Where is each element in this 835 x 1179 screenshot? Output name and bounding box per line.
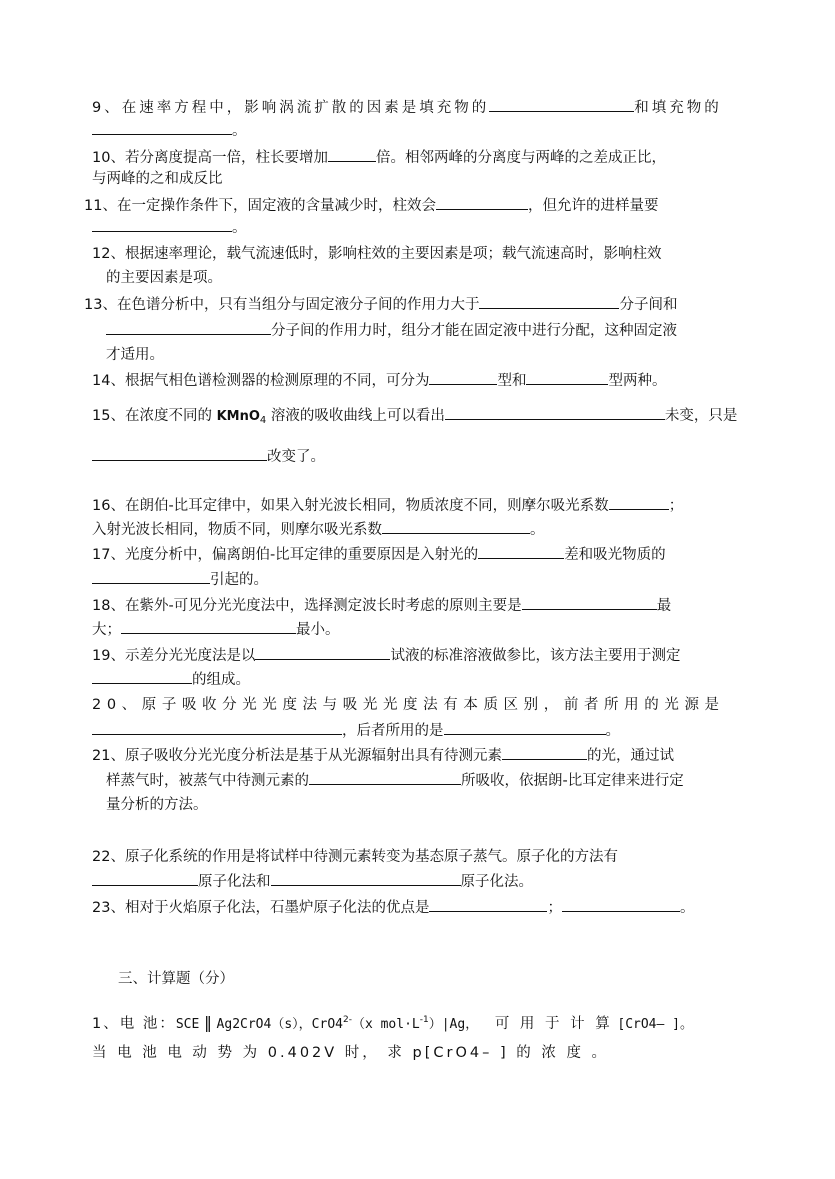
answer-blank[interactable] bbox=[479, 294, 619, 309]
answer-blank[interactable] bbox=[92, 217, 232, 232]
question-16-line-1: 16、在朗伯-比耳定律中，如果入射光波长相同，物质浓度不同，则摩尔吸光系数 ； bbox=[92, 495, 683, 516]
answer-blank[interactable] bbox=[526, 370, 608, 385]
question-10-line-2: 与两峰的之和成反比 bbox=[92, 171, 223, 187]
calculation-1-line-2: 当 电 池 电 动 势 为 0.402V 时， 求 p[CrO4– ] 的 浓 度 。 bbox=[92, 1045, 610, 1061]
question-12-line-1: 12、根据速率理论，载气流速低时，影响柱效的主要因素是项；载气流速高时，影响柱效 bbox=[92, 246, 662, 262]
answer-blank[interactable] bbox=[489, 97, 634, 112]
question-19-line-2: 的组成。 bbox=[92, 669, 250, 690]
answer-blank[interactable] bbox=[92, 871, 198, 886]
answer-blank[interactable] bbox=[436, 195, 528, 210]
question-12-line-2: 的主要因素是项。 bbox=[106, 270, 222, 286]
answer-blank[interactable] bbox=[444, 720, 606, 735]
question-10-line-1: 10、若分离度提高一倍，柱长要增加 倍。相邻两峰的分离度与两峰的之差成正比， bbox=[92, 147, 666, 168]
question-13-line-2: 分子间的作用力时，组分才能在固定液中进行分配，这种固定液 bbox=[106, 320, 677, 341]
answer-blank[interactable] bbox=[92, 569, 210, 584]
answer-blank[interactable] bbox=[271, 871, 461, 886]
question-21-line-1: 21、原子吸收分光光度分析法是基于从光源辐射出具有待测元素 的光，通过试 bbox=[92, 745, 674, 766]
answer-blank[interactable] bbox=[382, 519, 530, 534]
section-heading: 三、计算题（分） bbox=[118, 971, 234, 987]
question-22-line-2: 原子化法和 原子化法。 bbox=[92, 871, 533, 892]
question-11-line-2: 。 bbox=[92, 217, 247, 238]
question-16-line-2: 入射光波长相同，物质不同，则摩尔吸光系数 。 bbox=[92, 519, 545, 540]
question-18-line-1: 18、在紫外-可见分光光度法中，选择测定波长时考虑的原则主要是 最 bbox=[92, 595, 671, 616]
question-21-line-3: 量分析的方法。 bbox=[106, 797, 208, 813]
question-21-line-2: 样蒸气时，被蒸气中待测元素的 所吸收，依据朗-比耳定律来进行定 bbox=[106, 770, 684, 791]
answer-blank[interactable] bbox=[429, 370, 497, 385]
calculation-1-line-1: 1、电 池：SCE ‖ Ag2CrO4（s），$CrO4^{2-}(x$ $mol\cdot L^{-1})|Ag$， 可 用 于 计 算 [CrO4– ]。 bbox=[92, 1013, 693, 1032]
question-11-line-1: 11、在一定操作条件下，固定液的含量减少时，柱效会 ，但允许的进样量要 bbox=[84, 195, 658, 216]
question-13-line-1: 13、在色谱分析中，只有当组分与固定液分子间的作用力大于 分子间和 bbox=[84, 294, 677, 315]
question-14-line-1: 14、根据气相色谱检测器的检测原理的不同，可分为 型和 型两种。 bbox=[92, 370, 666, 391]
answer-blank[interactable] bbox=[92, 669, 192, 684]
question-15-line-2: 改变了。 bbox=[92, 446, 325, 467]
answer-blank[interactable] bbox=[121, 619, 296, 634]
question-9-line-2: 。 bbox=[92, 120, 247, 141]
question-13-line-3: 才适用。 bbox=[106, 347, 164, 363]
question-20-line-2: ，后者所用的是 。 bbox=[92, 720, 620, 741]
question-17-line-1: 17、光度分析中，偏离朗伯-比耳定律的重要原因是入射光的 差和吸光物质的 bbox=[92, 544, 666, 565]
answer-blank[interactable] bbox=[92, 120, 232, 135]
answer-blank[interactable] bbox=[562, 897, 680, 912]
answer-blank[interactable] bbox=[92, 446, 267, 461]
question-22-line-1: 22、原子化系统的作用是将试样中待测元素转变为基态原子蒸气。原子化的方法有 bbox=[92, 849, 618, 865]
answer-blank[interactable] bbox=[92, 720, 342, 735]
answer-blank[interactable] bbox=[309, 770, 461, 785]
answer-blank[interactable] bbox=[609, 495, 669, 510]
question-20-line-1: 20、原子吸收分光光度法与吸光光度法有本质区别，前者所用的光源是 bbox=[92, 697, 725, 713]
answer-blank[interactable] bbox=[478, 544, 564, 559]
question-17-line-2: 引起的。 bbox=[92, 569, 268, 590]
answer-blank[interactable] bbox=[429, 897, 547, 912]
answer-blank[interactable] bbox=[445, 405, 665, 420]
question-19-line-1: 19、示差分光光度法是以 试液的标准溶液做参比，该方法主要用于测定 bbox=[92, 645, 680, 666]
question-9-line-1: 9、在速率方程中，影响涡流扩散的因素是填充物的 和填充物的 bbox=[92, 97, 722, 118]
answer-blank[interactable] bbox=[502, 745, 587, 760]
answer-blank[interactable] bbox=[328, 147, 376, 162]
answer-blank[interactable] bbox=[522, 595, 657, 610]
question-23-line-1: 23、相对于火焰原子化法，石墨炉原子化法的优点是 ； 。 bbox=[92, 897, 694, 918]
answer-blank[interactable] bbox=[255, 645, 390, 660]
question-15-line-1: 15、在浓度不同的 KMnO$_4$ 溶液的吸收曲线上可以看出 未变，只是 bbox=[92, 405, 737, 431]
question-18-line-2: 大； 最小。 bbox=[92, 619, 340, 640]
answer-blank[interactable] bbox=[106, 320, 271, 335]
